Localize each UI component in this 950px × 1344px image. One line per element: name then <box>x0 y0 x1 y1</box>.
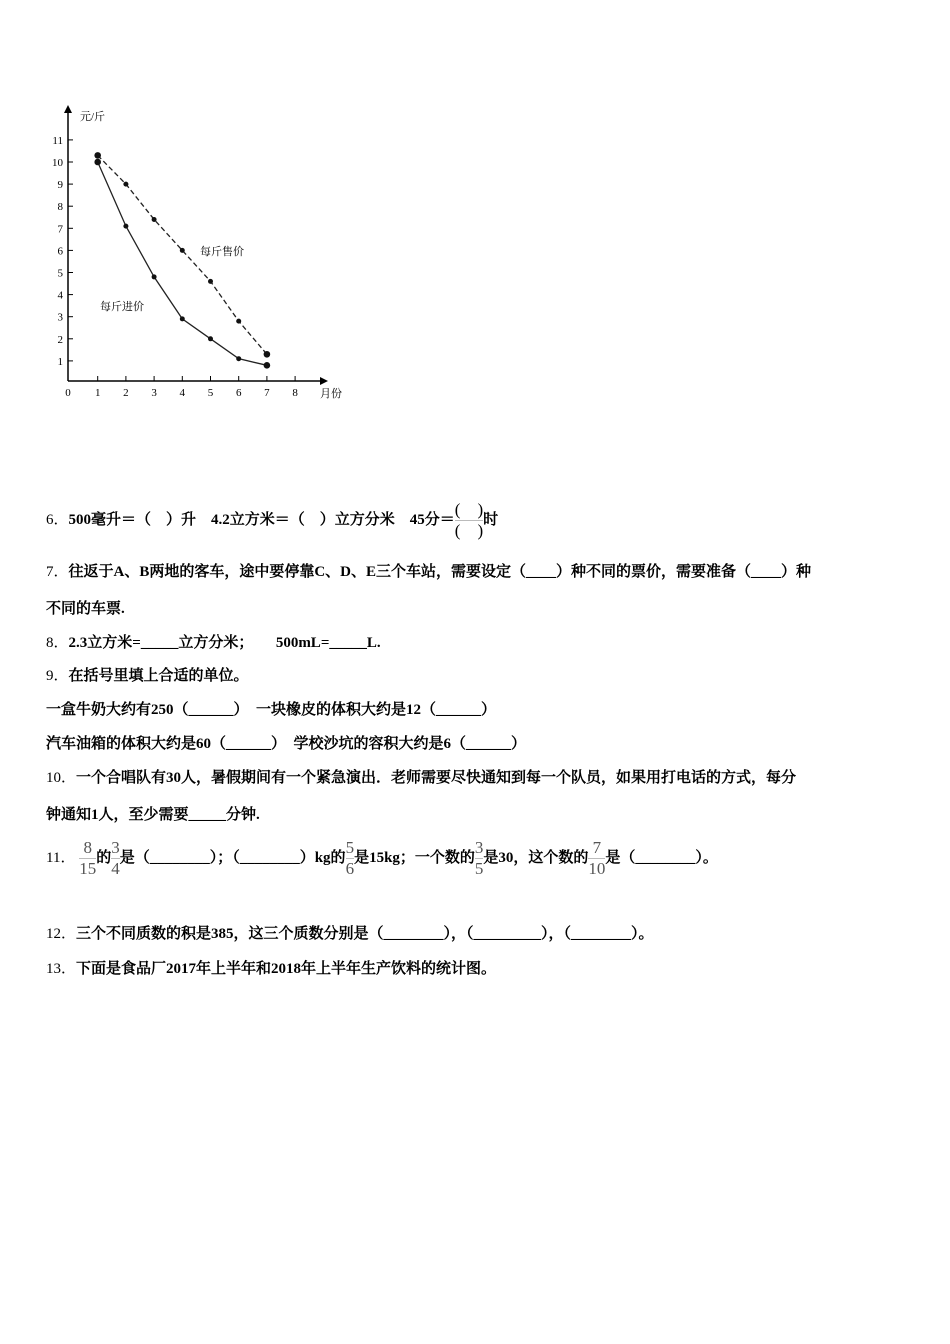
frac-num: 8 <box>83 838 92 857</box>
frac-den: 4 <box>111 859 120 878</box>
question-10 <box>46 766 796 787</box>
x-tick-label: 5 <box>207 387 214 399</box>
y-axis-arrow <box>64 105 72 113</box>
q-number: 7． <box>46 564 69 580</box>
question-11 <box>46 838 718 879</box>
x-tick-label: 7 <box>264 387 270 399</box>
frac-den: 10 <box>588 859 606 878</box>
q6-text: 500毫升＝（ ）升 4.2立方米＝（ ）立方分米 45分＝ <box>68 511 455 528</box>
data-point <box>208 336 213 341</box>
q9-text: 在括号里填上合适的单位。 <box>68 668 249 684</box>
price-line-chart <box>0 0 950 420</box>
frac-den: 6 <box>345 859 355 878</box>
y-tick-label: 9 <box>57 179 63 192</box>
q-number: 11． <box>46 849 76 866</box>
question-12 <box>46 922 654 943</box>
frac-den: 15 <box>79 859 97 878</box>
text: 是（________）；（________）kg的 <box>119 849 346 866</box>
data-point <box>180 316 185 321</box>
y-tick-label: 2 <box>57 333 63 346</box>
question-6 <box>46 500 498 541</box>
frac-num: 3 <box>111 838 120 857</box>
q-number: 13． <box>46 961 77 977</box>
data-point <box>236 356 241 361</box>
text: 是15kg；一个数的 <box>354 849 475 866</box>
q9-line1: 一盒牛奶大约有250（______） 一块橡皮的体积大约是12（______） <box>46 702 497 718</box>
y-axis-label: 元/斤 <box>80 111 106 123</box>
question-7 <box>46 560 811 581</box>
q9-line2: 汽车油箱的体积大约是60（______） 学校沙坑的容积大约是6（______） <box>46 736 527 752</box>
fraction <box>79 838 96 879</box>
y-tick-label: 6 <box>57 245 63 258</box>
fraction <box>346 838 355 879</box>
q7-line1: 往返于A、B两地的客车，途中要停靠C、D、E三个车站，需要设定（____）种不同的票价，需要准备（____）种 <box>68 564 812 580</box>
q6-end: 时 <box>483 511 499 528</box>
fraction <box>455 500 483 541</box>
data-point <box>94 159 101 166</box>
x-tick-label: 2 <box>123 387 129 399</box>
series-label-sell: 每斤售价 <box>200 246 244 258</box>
q-number: 12． <box>46 926 77 942</box>
frac-num: 5 <box>345 838 355 857</box>
frac-den: ( ) <box>454 521 484 540</box>
data-point <box>264 351 271 358</box>
y-tick-label: 8 <box>57 201 63 214</box>
data-point <box>94 152 101 159</box>
data-point <box>208 279 213 284</box>
y-tick-label: 1 <box>57 355 63 368</box>
question-13 <box>46 957 496 978</box>
text: 是（________）。 <box>605 849 718 866</box>
y-tick-label: 3 <box>57 311 63 324</box>
q12-text: 三个不同质数的积是385，这三个质数分别是（________），（_________），（________）。 <box>76 926 654 942</box>
data-point <box>180 248 185 253</box>
x-tick-label: 8 <box>292 387 298 399</box>
y-tick-label: 4 <box>57 289 63 302</box>
y-tick-label: 7 <box>57 223 63 236</box>
q8-text: 2.3立方米=_____立方分米； 500mL=_____L. <box>68 635 381 651</box>
x-tick-label: 6 <box>235 387 242 399</box>
q7-line2: 不同的车票. <box>46 601 125 617</box>
text: 的 <box>96 849 112 866</box>
data-point <box>152 274 157 279</box>
series-line-2 <box>98 162 267 365</box>
y-tick-label: 11 <box>52 134 63 147</box>
q-number: 6． <box>46 511 69 528</box>
q-number: 8． <box>46 635 69 651</box>
x-axis-arrow <box>320 377 328 385</box>
q13-text: 下面是食品厂2017年上半年和2018年上半年生产饮料的统计图。 <box>76 961 497 977</box>
text: 是30，这个数的 <box>483 849 589 866</box>
frac-den: 5 <box>474 859 484 878</box>
x-tick-label: 3 <box>151 387 157 399</box>
question-9 <box>46 664 249 685</box>
x-axis-label: 月份 <box>320 388 342 400</box>
x-tick-label: 0 <box>65 387 71 399</box>
frac-num: 7 <box>592 838 602 857</box>
q10-line1: 一个合唱队有30人，暑假期间有一个紧急演出．老师需要尽快通知到每一个队员，如果用打电话的方式，每分 <box>76 770 797 786</box>
x-tick-label: 4 <box>179 387 186 399</box>
q-number: 9． <box>46 668 69 684</box>
y-tick-label: 5 <box>57 267 63 280</box>
fraction <box>588 838 605 879</box>
data-point <box>123 224 128 229</box>
q-number: 10． <box>46 770 77 786</box>
data-point <box>236 319 241 324</box>
fraction <box>111 838 120 879</box>
x-tick-label: 1 <box>94 387 101 399</box>
data-point <box>264 362 271 369</box>
series-label-cost: 每斤进价 <box>100 301 144 313</box>
data-point <box>123 182 128 187</box>
data-point <box>152 217 157 222</box>
y-tick-label: 10 <box>52 157 63 169</box>
question-8 <box>46 631 381 652</box>
q10-line2: 钟通知1人，至少需要_____分钟. <box>46 807 260 823</box>
frac-num: 3 <box>474 838 484 857</box>
frac-num: ( ) <box>454 500 484 519</box>
